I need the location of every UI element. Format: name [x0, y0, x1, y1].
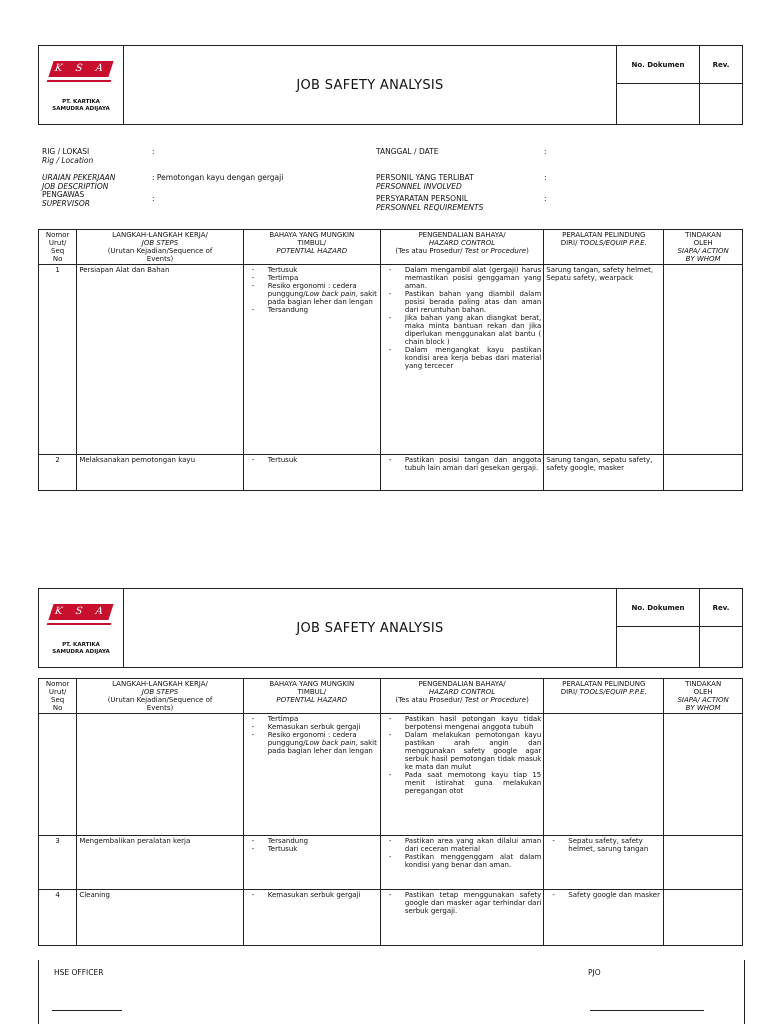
job-step: Mengembalikan peralatan kerja	[77, 836, 243, 890]
hazard-item: - Tertimpa	[246, 274, 378, 282]
table-header-row	[39, 230, 743, 265]
signature-box	[38, 960, 745, 1024]
ksa-logo-mark: K S A	[48, 61, 113, 77]
table-header-row	[39, 679, 743, 714]
hazard-list	[243, 836, 380, 890]
hazard-list	[243, 714, 380, 836]
control-item: - Dalam melakukan pemotongan kayu pastikan arah angin dan menggunakan safety google agar serbuk hasil pemotongan tidak masuk ke mata dan mulut	[383, 731, 541, 771]
hazard-item: - Tertusuk	[246, 845, 378, 853]
control-item: - Pastikan menggenggam alat dalam kondisi yang benar dan aman.	[383, 853, 541, 869]
company-name-line2: SAMUDRA ADIJAYA	[52, 106, 110, 112]
company-name-line1: PT. KARTIKA	[62, 642, 100, 648]
personnel-requirements-label: PERSYARATAN PERSONIL PERSONNEL REQUIREMENTS	[376, 194, 484, 212]
date-colon: :	[544, 147, 547, 156]
ppe-cell	[544, 890, 664, 946]
job-step	[77, 714, 243, 836]
revision-label: Rev.	[700, 589, 743, 627]
control-list	[380, 890, 543, 946]
col-job-steps: LANGKAH-LANGKAH KERJA/ JOB STEPS (Urutan Kejadian/Sequence of Events)	[77, 679, 243, 714]
personnel-involved-label: PERSONIL YANG TERLIBAT PERSONNEL INVOLVED	[376, 173, 474, 191]
ppe-item: - Sepatu safety, safety helmet, sarung tangan	[546, 837, 661, 853]
pjo-signature-line	[590, 1010, 704, 1011]
personnel-colon: :	[544, 173, 547, 182]
action-cell	[664, 890, 743, 946]
col-seq-no: Nomor Urut/ Seq No	[39, 679, 77, 714]
jsa-table-1	[38, 229, 743, 491]
revision-value	[700, 84, 743, 125]
control-list	[380, 265, 543, 455]
control-list	[380, 714, 543, 836]
hazard-item: - Tersandung	[246, 306, 378, 314]
action-cell	[664, 265, 743, 455]
control-item: - Pada saat memotong kayu tiap 15 menit istirahat guna melakukan peregangan otot	[383, 771, 541, 795]
hazard-item: - Resiko ergonomi : cedera punggung/Low back pain, sakit pada bagian leher dan lengan	[246, 282, 378, 306]
col-ppe: PERALATAN PELINDUNG DIRI/ TOOLS/EQUIP P.P.E.	[544, 679, 664, 714]
job-info-block	[42, 148, 642, 218]
jsa-table-2-wrap	[38, 678, 743, 946]
col-potential-hazard: BAHAYA YANG MUNGKIN TIMBUL/ POTENTIAL HAZARD	[243, 230, 380, 265]
hazard-item: - Kemasukan serbuk gergaji	[246, 723, 378, 731]
col-potential-hazard: BAHAYA YANG MUNGKIN TIMBUL/ POTENTIAL HAZARD	[243, 679, 380, 714]
hazard-item: - Tertusuk	[246, 266, 378, 274]
table-row	[39, 455, 743, 491]
ppe-cell	[544, 836, 664, 890]
control-item: - Pastikan area yang akan dilalui aman dari ceceran material	[383, 837, 541, 853]
requirements-colon: :	[544, 194, 547, 203]
ppe-cell: Sarung tangan, sepatu safety, safety google, masker	[544, 455, 664, 491]
doc-number-value	[617, 84, 700, 125]
supervisor-colon: :	[152, 194, 155, 203]
control-item: - Pastikan posisi tangan dan anggota tubuh lain aman dari gesekan gergaji.	[383, 456, 541, 472]
jsa-table-2	[38, 678, 743, 946]
job-step: Cleaning	[77, 890, 243, 946]
job-step: Persiapan Alat dan Bahan	[77, 265, 243, 455]
control-list	[380, 836, 543, 890]
control-item: - Dalam mengangkat kayu pastikan kondisi area kerja bebas dari material yang tercecer	[383, 346, 541, 370]
action-cell	[664, 455, 743, 491]
hse-officer-signature-line	[52, 1010, 122, 1011]
hazard-list	[243, 265, 380, 455]
control-item: - Pastikan tetap menggunakan safety google dan masker agar terhindar dari serbuk gergaji.	[383, 891, 541, 915]
hse-officer-label: HSE OFFICER	[54, 968, 104, 977]
row-number: 3	[39, 836, 77, 890]
table-row	[39, 714, 743, 836]
col-seq-no: Nomor Urut/ Seq No	[39, 230, 77, 265]
control-item: - Dalam mengambil alat (gergaji) harus memastikan posisi genggaman yang aman.	[383, 266, 541, 290]
revision-label: Rev.	[700, 46, 743, 84]
row-number: 2	[39, 455, 77, 491]
job-description-label: URAIAN PEKERJAAN JOB DESCRIPTION	[42, 173, 116, 191]
hazard-list	[243, 455, 380, 491]
ppe-item: - Safety google dan masker	[546, 891, 661, 899]
ppe-cell	[544, 714, 664, 836]
jsa-table-1-wrap	[38, 229, 743, 491]
pjo-label: PJO	[588, 968, 601, 977]
company-name-line2: SAMUDRA ADIJAYA	[52, 649, 110, 655]
hazard-item: - Tertimpa	[246, 715, 378, 723]
control-item: - Jika bahan yang akan diangkat berat, maka minta bantuan rekan dan jika diperlukan menggunakan alat bantu ( chain block )	[383, 314, 541, 346]
document-title: JOB SAFETY ANALYSIS	[124, 589, 617, 668]
rig-colon: :	[152, 147, 155, 156]
table-row	[39, 265, 743, 455]
action-cell	[664, 714, 743, 836]
col-job-steps: LANGKAH-LANGKAH KERJA/ JOB STEPS (Urutan Kejadian/Sequence of Events)	[77, 230, 243, 265]
table-row	[39, 890, 743, 946]
job-description-value: : Pemotongan kayu dengan gergaji	[152, 173, 284, 182]
control-list	[380, 455, 543, 491]
company-name-line1: PT. KARTIKA	[62, 99, 100, 105]
ppe-cell: Sarung tangan, safety helmet, Sepatu safety, wearpack	[544, 265, 664, 455]
date-label: TANGGAL / DATE	[376, 147, 439, 156]
row-number	[39, 714, 77, 836]
action-cell	[664, 836, 743, 890]
table-row	[39, 836, 743, 890]
hazard-item: - Kemasukan serbuk gergaji	[246, 891, 378, 899]
company-logo	[39, 46, 124, 125]
col-action-by-whom: TINDAKAN OLEH SIAPA/ ACTION BY WHOM	[664, 230, 743, 265]
col-hazard-control: PENGENDALIAN BAHAYA/ HAZARD CONTROL (Tes atau Prosedur/ Test or Procedure)	[380, 230, 543, 265]
col-ppe: PERALATAN PELINDUNG DIRI/ TOOLS/EQUIP P.P.E.	[544, 230, 664, 265]
company-logo	[39, 589, 124, 668]
document-header-1	[38, 45, 743, 125]
control-item: - Pastikan bahan yang diambil dalam posisi berada paling atas dan aman dari reruntuhan bahan.	[383, 290, 541, 314]
row-number: 4	[39, 890, 77, 946]
doc-number-label: No. Dokumen	[617, 589, 700, 627]
control-item: - Pastikan hasil potongan kayu tidak berpotensi mengenai anggota tubuh	[383, 715, 541, 731]
supervisor-label: PENGAWAS SUPERVISOR	[42, 190, 90, 208]
doc-number-value	[617, 627, 700, 668]
ksa-logo-mark: K S A	[48, 604, 113, 620]
row-number: 1	[39, 265, 77, 455]
hazard-list	[243, 890, 380, 946]
hazard-item: - Tertusuk	[246, 456, 378, 464]
col-action-by-whom: TINDAKAN OLEH SIAPA/ ACTION BY WHOM	[664, 679, 743, 714]
hazard-item: - Resiko ergonomi : cedera punggung/Low back pain, sakit pada bagian leher dan lengan	[246, 731, 378, 755]
doc-number-label: No. Dokumen	[617, 46, 700, 84]
document-title: JOB SAFETY ANALYSIS	[124, 46, 617, 125]
rig-label: RIG / LOKASI Rig / Location	[42, 147, 94, 165]
hazard-item: - Tersandung	[246, 837, 378, 845]
job-step: Melaksanakan pemotongan kayu	[77, 455, 243, 491]
col-hazard-control: PENGENDALIAN BAHAYA/ HAZARD CONTROL (Tes atau Prosedur/ Test or Procedure)	[380, 679, 543, 714]
document-header-2	[38, 588, 743, 668]
revision-value	[700, 627, 743, 668]
